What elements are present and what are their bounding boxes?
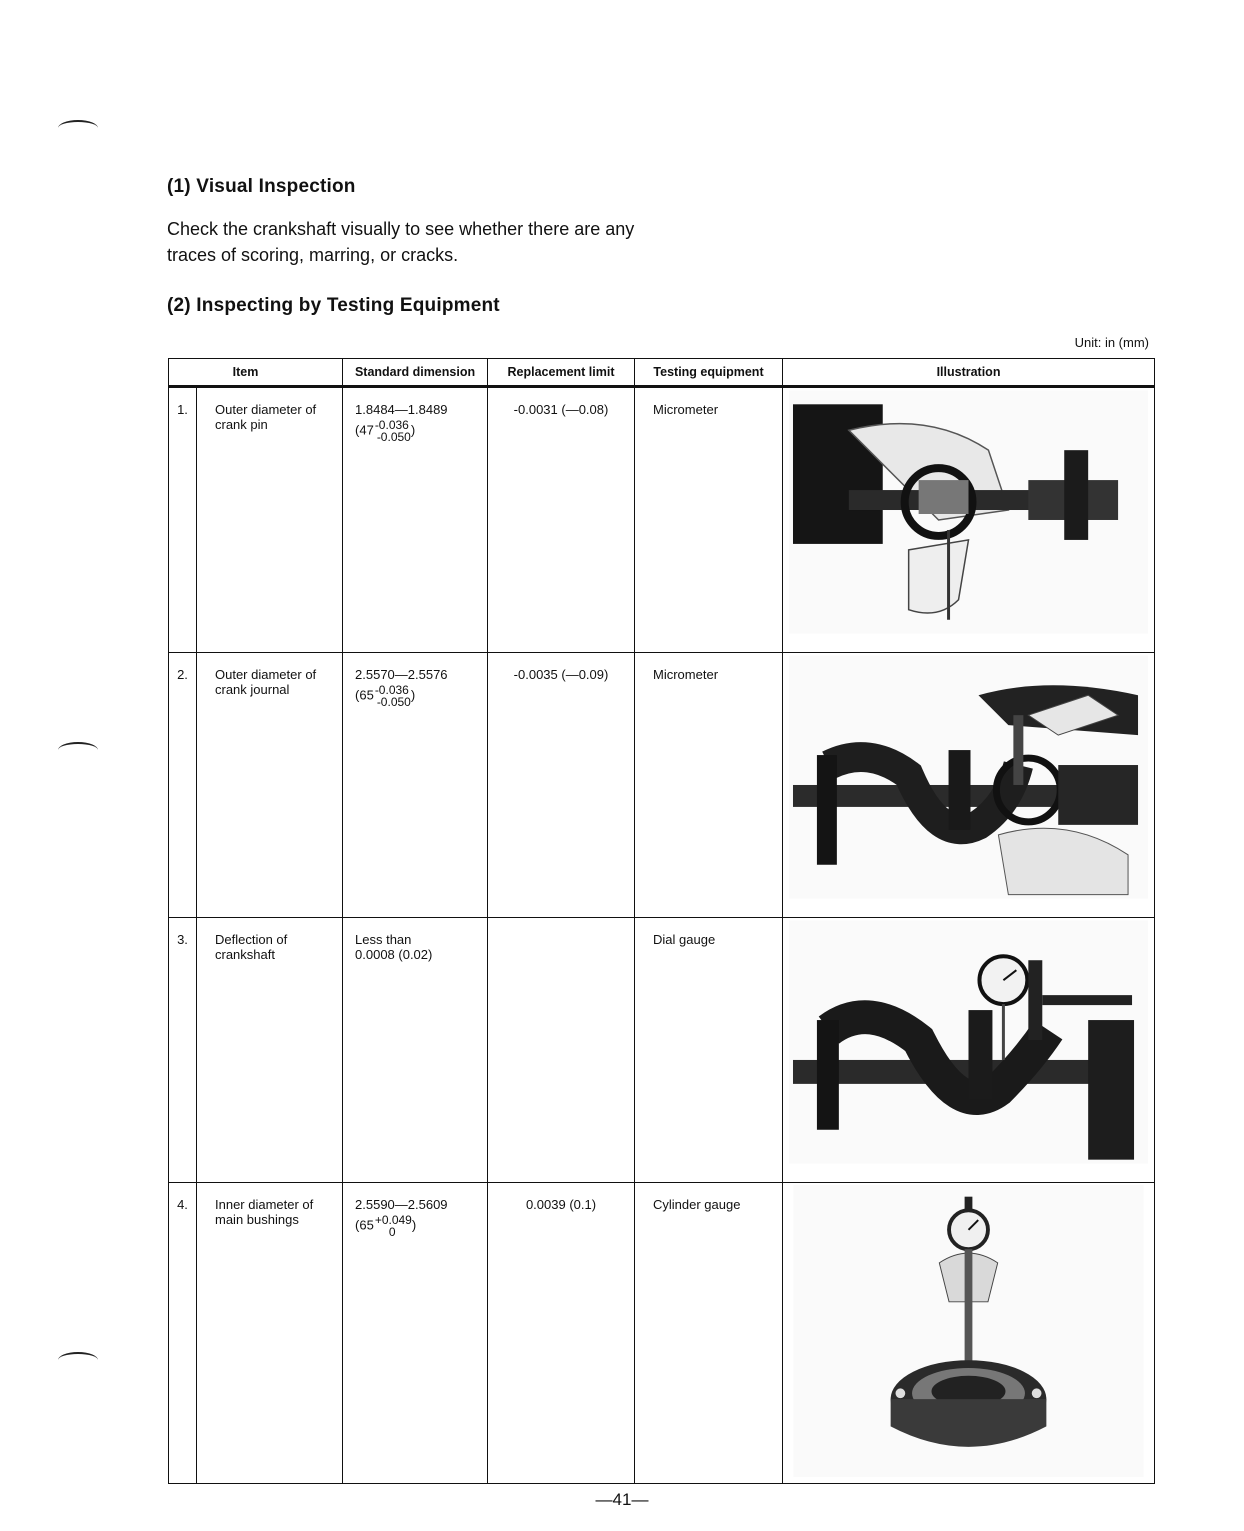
row-illustration [783, 387, 1155, 653]
row-replacement-limit: 0.0039 (0.1) [488, 1183, 635, 1484]
row-testing-equipment: Micrometer [635, 653, 783, 918]
table-row [169, 1183, 1155, 1484]
table-row [169, 387, 1155, 653]
std-main: 2.5590—2.5609 [355, 1197, 448, 1212]
row-number: 2. [169, 653, 197, 918]
std-tol-upper: -0.036 [374, 683, 409, 697]
row-testing-equipment: Dial gauge [635, 918, 783, 1183]
header-testing-equipment: Testing equipment [635, 359, 783, 387]
row-illustration [783, 653, 1155, 918]
section-title-visual-inspection: (1) Visual Inspection [167, 176, 356, 197]
row-illustration [783, 918, 1155, 1183]
table-header-row [169, 359, 1155, 387]
std-tol-upper: -0.036 [374, 418, 409, 432]
binder-mark [58, 742, 98, 758]
std-tol-prefix: (65 [355, 687, 374, 703]
row-number: 4. [169, 1183, 197, 1484]
table-row [169, 653, 1155, 918]
section-title-testing-equipment: (2) Inspecting by Testing Equipment [167, 295, 500, 316]
std-tol-lower: -0.050 [376, 430, 411, 444]
std-tol-lower: 0 [388, 1225, 396, 1239]
cylinder-gauge-bushing-photo-icon [789, 1185, 1148, 1477]
binder-mark [58, 1352, 98, 1368]
std-main: 2.5570—2.5576 [355, 667, 448, 682]
std-tolerance [355, 684, 415, 708]
header-item: Item [169, 359, 343, 387]
std-tolerance [355, 419, 415, 443]
unit-label: Unit: in (mm) [1074, 335, 1149, 350]
row-illustration [783, 1183, 1155, 1484]
std-tol-lower: -0.050 [376, 695, 411, 709]
std-main: Less than [355, 932, 412, 947]
row-replacement-limit [488, 918, 635, 1183]
std-tol-prefix: (65 [355, 1217, 374, 1233]
binder-mark [58, 120, 98, 136]
row-item: Deflection of crankshaft [197, 918, 343, 1183]
row-standard-dimension [343, 387, 488, 653]
row-item: Outer diameter of crank journal [197, 653, 343, 918]
row-replacement-limit: -0.0031 (—0.08) [488, 387, 635, 653]
micrometer-crank-journal-photo-icon [789, 655, 1148, 899]
std-tol-suffix: ) [411, 1217, 417, 1233]
std-tol-upper: +0.049 [374, 1213, 412, 1227]
row-testing-equipment: Micrometer [635, 387, 783, 653]
dial-gauge-crankshaft-photo-icon [789, 920, 1148, 1164]
row-item: Inner diameter of main bushings [197, 1183, 343, 1484]
table-row [169, 918, 1155, 1183]
row-number: 3. [169, 918, 197, 1183]
row-item: Outer diameter of crank pin [197, 387, 343, 653]
row-standard-dimension [343, 918, 488, 1183]
header-replacement-limit: Replacement limit [488, 359, 635, 387]
row-standard-dimension [343, 653, 488, 918]
page-number: —41— [595, 1490, 649, 1509]
std-tolerance [355, 1214, 416, 1238]
header-illustration: Illustration [783, 359, 1155, 387]
inspection-table [168, 358, 1155, 1484]
row-replacement-limit: -0.0035 (—0.09) [488, 653, 635, 918]
std-tol-suffix: ) [410, 422, 416, 438]
row-number: 1. [169, 387, 197, 653]
row-standard-dimension [343, 1183, 488, 1484]
header-standard-dimension: Standard dimension [343, 359, 488, 387]
micrometer-crank-pin-photo-icon [789, 390, 1148, 634]
visual-inspection-paragraph: Check the crankshaft visually to see whether there are any traces of scoring, marring, or cracks. [167, 219, 635, 265]
std-tol-prefix: (47 [355, 422, 374, 438]
row-testing-equipment: Cylinder gauge [635, 1183, 783, 1484]
std-tol-suffix: ) [410, 687, 416, 703]
std-main: 1.8484—1.8489 [355, 402, 448, 417]
std-tol-prefix: 0.0008 (0.02) [355, 947, 433, 962]
